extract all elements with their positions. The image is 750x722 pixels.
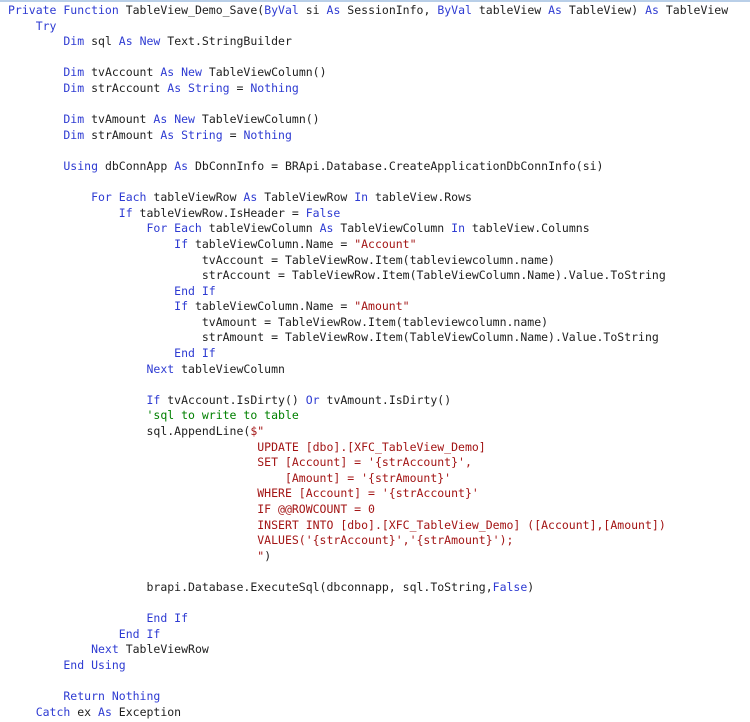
code-token-pl: brapi.Database.ExecuteSql(dbconnapp, sql.ToString, [8, 579, 493, 594]
code-token-kw: Private Function [8, 3, 119, 17]
code-token-kw: As New [153, 112, 195, 127]
code-line [8, 689, 750, 705]
code-line [8, 81, 750, 97]
code-token-kw: False [305, 205, 341, 220]
code-line [8, 471, 750, 487]
code-token-kw: Or [305, 392, 320, 407]
code-token-pl: sql [84, 34, 119, 49]
code-line [8, 486, 750, 502]
code-token-pl: strAccount [84, 80, 168, 95]
code-token-pl: DbConnInfo = BRApi.Database.CreateApplicationDbConnInfo(si) [188, 158, 604, 173]
code-token-kw: For Each [8, 190, 147, 205]
code-token-kw: As [319, 221, 334, 236]
code-token-pl: dbConnApp [98, 158, 175, 173]
code-line [8, 674, 750, 690]
code-token-kw: Return Nothing [8, 689, 161, 704]
code-token-kw: Dim [8, 127, 85, 142]
code-token-st: WHERE [Account] = '{strAccount}' [8, 486, 479, 501]
code-line [8, 377, 750, 393]
code-token-kw: As New [118, 34, 161, 49]
code-token-kw: False [492, 579, 528, 594]
code-token-pl: si [298, 3, 327, 17]
code-line [8, 424, 750, 440]
code-token-pl: strAmount [84, 127, 161, 142]
code-line [8, 159, 750, 175]
code-line [8, 268, 750, 284]
code-token-pl: = [222, 127, 244, 142]
code-token-kw: End If [8, 611, 189, 626]
code-token-pl: TableViewColumn() [201, 65, 327, 80]
code-line [8, 455, 750, 471]
code-token-kw: As [548, 3, 562, 17]
code-token-kw: As [243, 190, 258, 205]
code-token-kw: End If [8, 283, 216, 298]
code-token-kw: As String [160, 127, 223, 142]
code-line [8, 393, 750, 409]
code-line [8, 299, 750, 315]
code-token-pl: tableView.Columns [465, 221, 590, 236]
code-token-pl: TableView_Demo_Save( [118, 3, 265, 17]
code-token-pl: tvAccount = TableViewRow.Item(tableviewcolumn.name) [8, 252, 555, 267]
code-token-pl: strAccount = TableViewRow.Item(TableViewColumn.Name).Value.ToString [8, 268, 666, 283]
code-token-pl: TableViewRow [118, 642, 209, 657]
code-token-kw: Nothing [243, 127, 292, 142]
code-area [8, 3, 750, 720]
code-token-pl: TableViewRow [257, 190, 355, 205]
code-line [8, 315, 750, 331]
code-line [8, 112, 750, 128]
code-token-pl: tableViewColumn.Name = [188, 299, 355, 314]
code-token-st: INSERT INTO [dbo].[XFC_TableView_Demo] ([Account],[Amount]) [8, 517, 666, 532]
code-line [8, 627, 750, 643]
code-token-kw: End If [8, 346, 216, 361]
code-line [8, 65, 750, 81]
code-line [8, 128, 750, 144]
code-token-kw: If [8, 392, 161, 407]
code-line [8, 362, 750, 378]
code-token-st: " [8, 548, 265, 563]
code-line [8, 408, 750, 424]
code-token-pl: TableView) [561, 3, 646, 17]
code-token-kw: Next [8, 642, 119, 657]
code-token-pl: ) [264, 548, 272, 563]
code-line [8, 580, 750, 596]
code-line [8, 440, 750, 456]
code-line [8, 206, 750, 222]
code-line [8, 642, 750, 658]
code-token-kw: Try [8, 18, 57, 33]
code-token-kw: Next [8, 361, 175, 376]
code-token-kw: Dim [8, 112, 85, 127]
code-line [8, 549, 750, 565]
code-token-kw: Nothing [250, 80, 299, 95]
code-line [8, 518, 750, 534]
code-token-pl: TableView [658, 3, 729, 17]
code-token-kw: In [354, 190, 369, 205]
code-line [8, 50, 750, 66]
code-token-pl: Text.StringBuilder [160, 34, 292, 49]
code-token-st: IF @@ROWCOUNT = 0 [8, 502, 375, 516]
code-token-kw: For Each [8, 221, 202, 236]
code-token-kw: End Using [8, 657, 126, 672]
code-token-pl: strAmount = TableViewRow.Item(TableViewColumn.Name).Value.ToString [8, 330, 659, 345]
code-line [8, 596, 750, 612]
code-token-kw: ByVal [264, 3, 299, 17]
code-token-kw: End If [8, 626, 161, 641]
code-token-st: "Amount" [354, 299, 410, 314]
code-token-kw: As String [167, 80, 230, 95]
code-line [8, 533, 750, 549]
code-token-pl: SessionInfo, [340, 3, 438, 17]
code-line [8, 705, 750, 721]
code-token-pl: sql.AppendLine( [8, 424, 251, 439]
code-token-kw: ByVal [437, 3, 472, 17]
code-line [8, 3, 750, 19]
code-token-pl: tableViewColumn [201, 221, 320, 236]
code-token-st: [Amount] = '{strAmount}' [8, 470, 452, 485]
code-line [8, 221, 750, 237]
code-token-pl: tvAmount.IsDirty() [319, 392, 452, 407]
code-token-kw: Dim [8, 80, 85, 95]
code-token-st: VALUES('{strAccount}','{strAmount}'); [8, 533, 514, 548]
code-token-st: SET [Account] = '{strAccount}', [8, 455, 472, 470]
code-token-kw: As New [160, 65, 202, 80]
code-token-kw: If [8, 236, 189, 251]
code-token-kw: Catch [8, 704, 71, 719]
code-token-kw: As [645, 3, 659, 17]
code-line [8, 564, 750, 580]
code-token-pl: tableViewColumn [174, 361, 285, 376]
code-token-kw: Dim [8, 65, 85, 80]
code-line [8, 175, 750, 191]
code-token-pl: TableViewColumn() [194, 112, 320, 127]
code-token-pl: tableViewRow.IsHeader = [132, 205, 306, 220]
code-token-kw: Dim [8, 34, 85, 49]
code-line [8, 330, 750, 346]
code-token-pl: tableView [471, 3, 549, 17]
code-token-st: UPDATE [dbo].[XFC_TableView_Demo] [8, 439, 486, 454]
code-token-pl: tableViewRow [146, 190, 244, 205]
code-token-st: "Account" [354, 236, 417, 251]
code-line [8, 97, 750, 113]
code-line [8, 237, 750, 253]
code-token-pl: tvAmount = TableViewRow.Item(tableviewcolumn.name) [8, 314, 549, 329]
code-token-kw: Using [8, 158, 99, 173]
code-token-kw: If [8, 299, 189, 314]
code-token-pl: tableView.Rows [368, 190, 472, 205]
code-token-kw: As [174, 158, 189, 173]
code-line [8, 19, 750, 35]
code-token-pl: ) [527, 579, 535, 594]
code-token-pl: tvAccount.IsDirty() [160, 392, 306, 407]
code-token-pl: = [229, 80, 251, 95]
code-token-pl: TableViewColumn [333, 221, 452, 236]
code-line [8, 190, 750, 206]
code-line [8, 284, 750, 300]
code-token-kw: In [451, 221, 465, 236]
code-line [8, 658, 750, 674]
code-line [8, 143, 750, 159]
code-token-pl: Exception [111, 704, 182, 719]
code-line [8, 346, 750, 362]
code-line [8, 34, 750, 50]
code-token-pl: tvAccount [84, 65, 161, 80]
code-line [8, 611, 750, 627]
code-line [8, 502, 750, 518]
code-token-st: $" [250, 424, 265, 439]
code-token-kw: As [326, 3, 341, 17]
code-token-pl: tableViewColumn.Name = [188, 236, 355, 251]
code-line [8, 253, 750, 269]
code-token-pl: tvAmount [84, 112, 154, 127]
code-token-cm: 'sql to write to table [8, 408, 299, 423]
code-token-pl: ex [70, 704, 99, 719]
code-token-kw: As [98, 704, 112, 719]
code-token-kw: If [8, 205, 133, 220]
